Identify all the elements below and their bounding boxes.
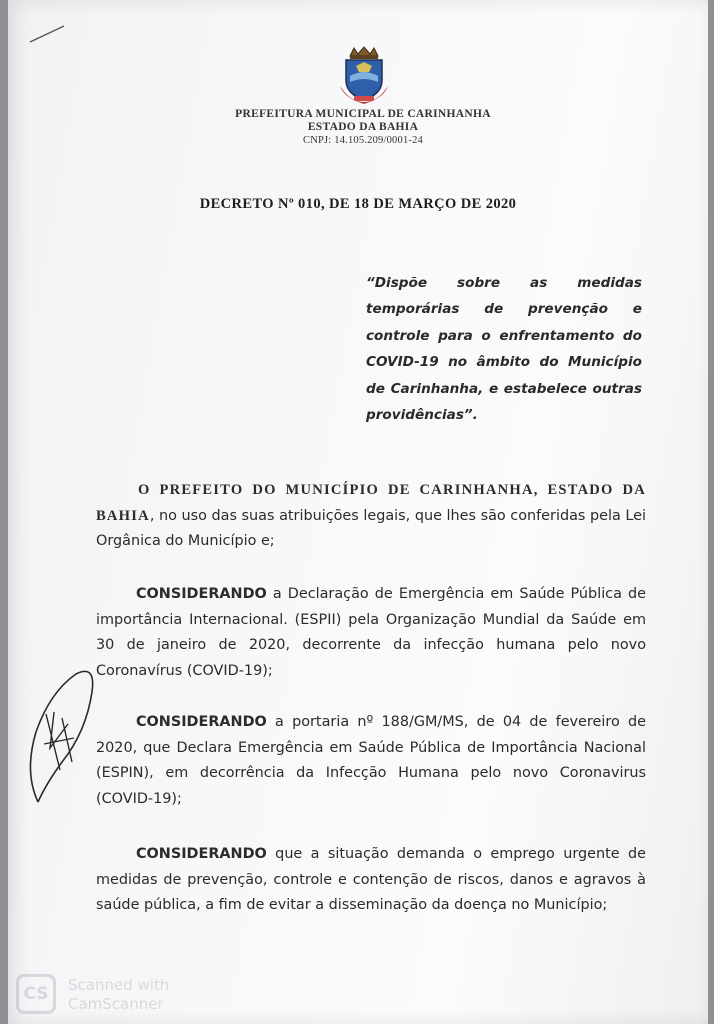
decree-ementa: “Dispõe sobre as medidas temporárias de prevenção e controle para o enfrentamento do COVID-19 no âmbito do Município de Carinhanha, e estabelece outras providências”. <box>366 275 642 424</box>
decree-title: DECRETO Nº 010, DE 18 DE MARÇO DE 2020 <box>199 196 517 212</box>
camscanner-logo-icon: CS <box>16 974 56 1014</box>
letterhead-cnpj: CNPJ: 14.105.209/0001-24 <box>302 135 424 146</box>
considerando-keyword: CONSIDERANDO <box>136 846 267 862</box>
preamble-lead: O PREFEITO DO MUNICÍPIO DE CARINHANHA, ESTADO DA BAHIA <box>96 482 646 524</box>
municipal-coat-of-arms-icon <box>336 46 392 104</box>
paragraph-considerando-1 <box>96 582 646 684</box>
paragraph-considerando-3 <box>96 842 646 919</box>
considerando-3-text: que a situação demanda o emprego urgente de medidas de prevenção, controle e contenção de riscos, danos e agravos à saúde pública, a fim de evitar a disseminação da doença no Município; <box>96 846 646 914</box>
letterhead-municipality: PREFEITURA MUNICIPAL DE CARINHANHA <box>235 108 491 120</box>
letterhead <box>198 108 528 147</box>
considerando-keyword: CONSIDERANDO <box>136 586 267 602</box>
pen-stroke-mark <box>28 22 68 44</box>
considerando-2-text: a portaria nº 188/GM/MS, de 04 de fevereiro de 2020, que Declara Emergência em Saúde Pública de Importância Nacional (ESPIN), em decorrência da Infecção Humana pelo novo Coronavirus (COVID-19); <box>96 714 646 807</box>
watermark-line-1: Scanned with <box>68 976 170 994</box>
watermark-line-2: CamScanner <box>68 995 164 1013</box>
scanner-watermark <box>16 974 246 1018</box>
considerando-1-text: a Declaração de Emergência em Saúde Pública de importância Internacional. (ESPII) pela Organização Mundial da Saúde em 30 de janeiro de 2020, decorrente da infecção humana pelo novo Coronavírus (COVID-19); <box>96 586 646 679</box>
watermark-text <box>68 976 169 1014</box>
document-page <box>8 0 708 1024</box>
letterhead-state: ESTADO DA BAHIA <box>307 121 419 133</box>
handwritten-initials-signature <box>16 652 106 812</box>
preamble-text: , no uso das suas atribuições legais, que lhes são conferidas pela Lei Orgânica do Município e; <box>96 507 646 550</box>
paragraph-considerando-2 <box>96 710 646 812</box>
paragraph-preamble <box>96 478 646 555</box>
considerando-keyword: CONSIDERANDO <box>136 714 267 730</box>
